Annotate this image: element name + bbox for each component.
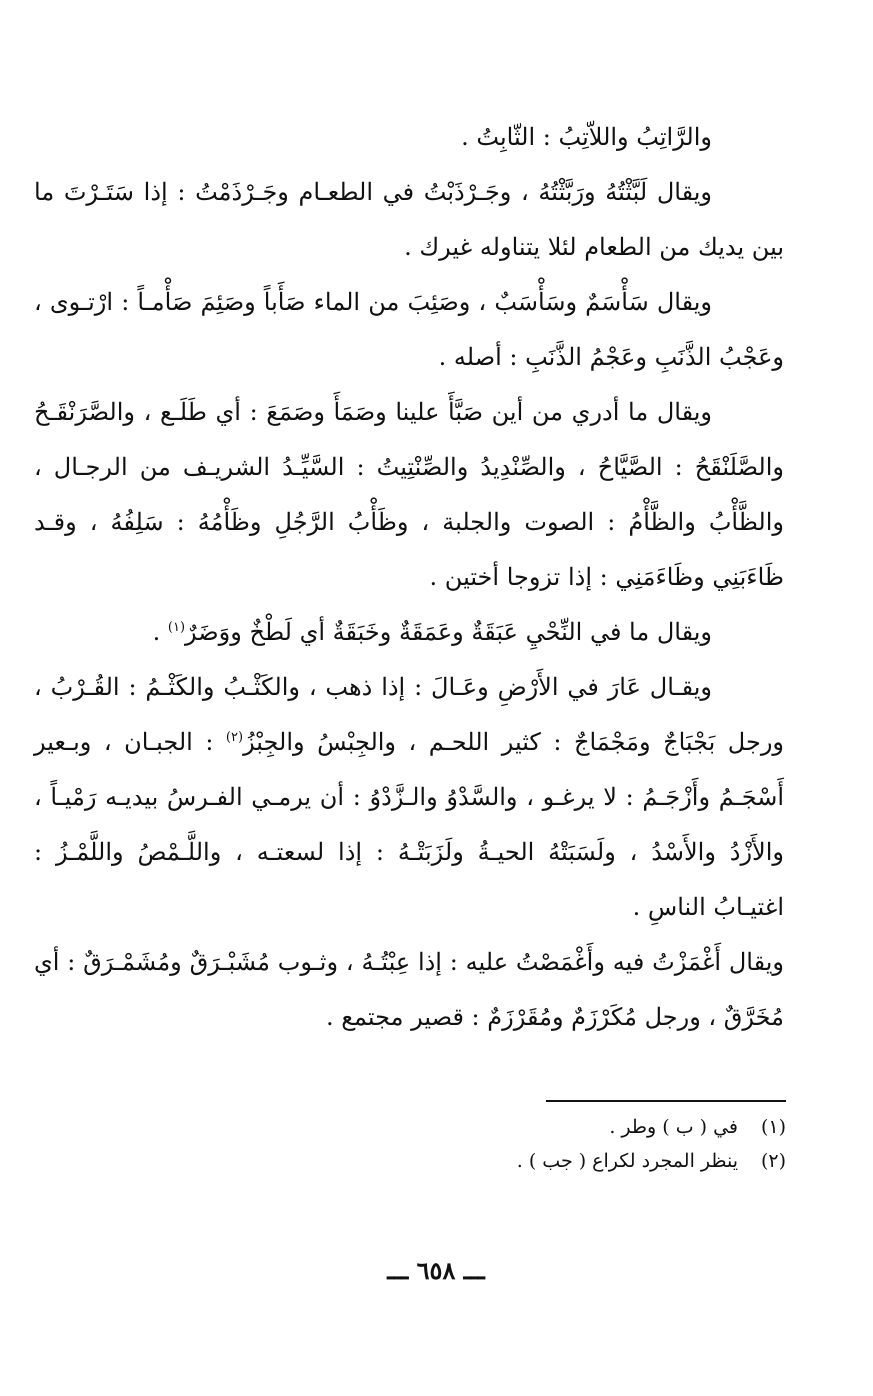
main-text [34, 110, 784, 1045]
paragraph-6 [34, 660, 784, 935]
footnote-ref-1: (١) [167, 620, 186, 635]
footnote-2 [330, 1144, 786, 1178]
paragraph-6-text: ويقـال عَارَ في الأَرْضِ وعَـالَ : إذا ذهب ، والكَثْـبُ والكَثْـمُ : القُـرْبُ ، ورجل بَجْبَاجٌ ومَجْمَاجٌ : كثير اللحـم ، والجِبْسُ والجِبْزُ [34, 673, 784, 756]
paragraph-5-tail: . [152, 618, 168, 646]
footnote-2-text: ينظر المجرد لكراع ( جب ) . [516, 1150, 738, 1172]
paragraph-2: ويقال لَبَّثْتُهُ ورَبَّثْتُهُ ، وجَـرْذَبْتُ في الطعـام وجَـرْذَمْتُ : إذا سَتَـرْتَ ما بين يديك من الطعام لئلا يتناوله غيرك . [34, 178, 784, 261]
footnote-2-number: (٢) [760, 1150, 786, 1172]
paragraph-4: ويقال ما أدري من أين صَبَّأَ علينا وصَمَأَ وصَمَعَ : أي طَلَـع ، والصَّرَنْقَـحُ والصَّلَنْقَحُ : الصَّيَّاحُ ، والصِّنْدِيدُ والصِّنْتِيتُ : السَّيِّـدُ الشريـف من الرجـال ، والظَّأْبُ والظَّأْمُ : الصوت والجلبة ، وظَأْبُ الرَّجُلِ وظَأْمُهُ : سَلِفُهُ ، وقـد ظَاءَبَنِي وظَاءَمَنِي : إذا تزوجا أختين . [34, 398, 784, 591]
footnotes [330, 1110, 786, 1178]
paragraph-6-rest: : الجبـان ، وبـعير أَسْجَـمُ وأَزْجَـمُ : لا يرغـو ، والسَّدْوُ والـزَّدْوُ : أن يرمـي الفـرسُ بيديـه رَمْيـاً ، والأَزْدُ والأَسْدُ ، ولَسَبَتْهُ الحيـةُ ولَزَبَتْـهُ : إذا لسعتـه ، واللَّـمْصُ واللَّمْـزُ : اغتيـابُ الناسِ . [34, 728, 784, 921]
footnote-1-text: في ( ب ) وطر . [609, 1116, 738, 1138]
paragraph-5-text: ويقال ما في النِّحْيِ عَبَقَةٌ وعَمَقَةٌ وخَبَقَةٌ أي لَطْخٌ ووَضَرٌ [185, 618, 712, 646]
page-number: ـــ ٦٥٨ ـــ [387, 1256, 485, 1285]
footnote-1-number: (١) [760, 1116, 786, 1138]
footnote-separator [546, 1100, 786, 1102]
paragraph-3: ويقال سَأْسَمٌ وسَأْسَبٌ ، وصَئِبَ من الماء صَأَباً وصَئِمَ صَأْمـاً : ارْتـوى ، وعَجْبُ الذَّنَبِ وعَجْمُ الذَّنَبِ : أصله . [34, 288, 784, 371]
footnote-1 [330, 1110, 786, 1144]
footnote-ref-2: (٢) [225, 730, 244, 745]
paragraph-5 [34, 605, 784, 660]
paragraph-7: ويقال أَغْمَزْتُ فيه وأَغْمَصْتُ عليه : إذا عِبْتُـهُ ، وثـوب مُشَبْـرَقٌ ومُشَمْـرَقٌ : أي مُخَرَّقٌ ، ورجل مُكَرْزَمٌ ومُقَرْزَمٌ : قصير مجتمع . [34, 948, 785, 1031]
paragraph-1: والرَّاتِبُ واللاّتِبُ : الثّابِتُ . [461, 123, 712, 151]
